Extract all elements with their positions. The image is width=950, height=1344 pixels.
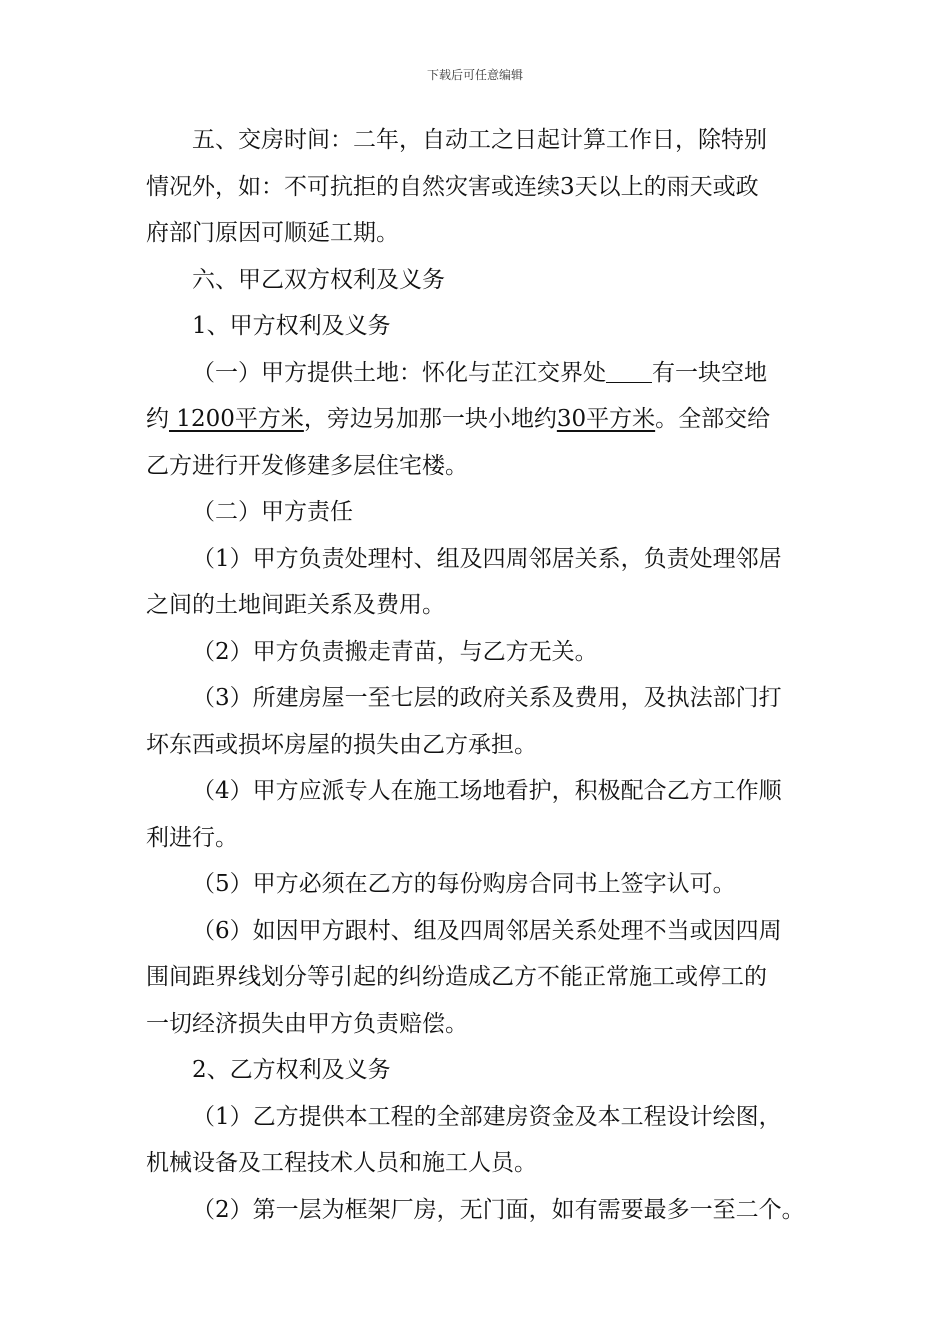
land-text: 。全部交给 xyxy=(655,406,771,432)
paragraph-line: 府部门原因可顺延工期。 xyxy=(146,220,399,246)
paragraph-line: （3）所建房屋一至七层的政府关系及费用，及执法部门打 xyxy=(192,685,782,711)
subsection-heading: （二）甲方责任 xyxy=(192,499,353,525)
subsection-heading: 1、甲方权利及义务 xyxy=(192,313,391,339)
paragraph-line: （2）第一层为框架厂房，无门面，如有需要最多一至二个。 xyxy=(192,1196,805,1223)
paragraph-line: 情况外，如：不可抗拒的自然灾害或连续3天以上的雨天或政 xyxy=(146,173,759,200)
paragraph-line: 之间的土地间距关系及费用。 xyxy=(146,592,445,618)
paragraph-line: （1）乙方提供本工程的全部建房资金及本工程设计绘图， xyxy=(192,1103,782,1130)
subsection-heading: 2、乙方权利及义务 xyxy=(192,1057,391,1083)
paragraph-line: 五、交房时间：二年，自动工之日起计算工作日，除特别 xyxy=(192,127,767,153)
paragraph-line: 利进行。 xyxy=(146,824,238,851)
section-heading: 六、甲乙双方权利及义务 xyxy=(192,266,445,293)
paragraph-line: （6）如因甲方跟村、组及四周邻居关系处理不当或因四周 xyxy=(192,917,782,944)
paragraph-line: 坏东西或损坏房屋的损失由乙方承担。 xyxy=(146,731,537,758)
area-value-2: 30平方米 xyxy=(556,406,656,432)
land-text: 有一块空地 xyxy=(652,359,767,386)
paragraph-line: 一切经济损失由甲方负责赔偿。 xyxy=(146,1010,468,1037)
document-body xyxy=(146,117,811,1233)
paragraph-line: 围间距界线划分等引起的纠纷造成乙方不能正常施工或停工的 xyxy=(146,964,767,990)
land-line-2 xyxy=(146,396,811,443)
land-text: （一）甲方提供土地：怀化与芷江交界处 xyxy=(192,359,606,386)
paragraph-line: （1）甲方负责处理村、组及四周邻居关系，负责处理邻居 xyxy=(192,545,782,572)
paragraph-line: （5）甲方必须在乙方的每份购房合同书上签字认可。 xyxy=(192,871,736,897)
paragraph-line: （4）甲方应派专人在施工场地看护，积极配合乙方工作顺 xyxy=(192,778,782,804)
paragraph-line: 机械设备及工程技术人员和施工人员。 xyxy=(146,1150,537,1176)
land-text: 约 xyxy=(146,406,169,432)
land-text: ，旁边另加那一块小地约 xyxy=(303,406,557,432)
paragraph-line: 乙方进行开发修建多层住宅楼。 xyxy=(146,452,468,479)
land-line-1 xyxy=(146,350,811,397)
paragraph-line: （2）甲方负责搬走青苗，与乙方无关。 xyxy=(192,638,598,665)
area-value-1: 1200平方米 xyxy=(169,406,304,432)
blank-underline xyxy=(606,362,652,383)
page-header: 下载后可任意编辑 xyxy=(426,68,523,82)
